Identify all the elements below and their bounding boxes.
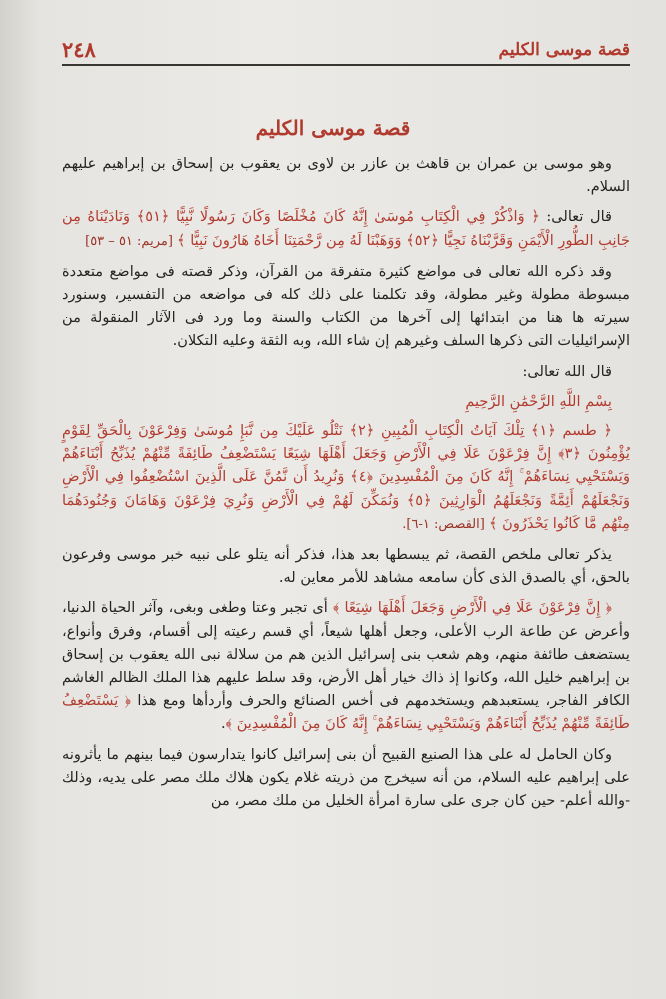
verse-reference-maryam: [مريم: ٥١ – ٥٣]: [85, 233, 178, 249]
commentary-text-2: .: [220, 715, 226, 733]
paragraph-qala: قال الله تعالى:: [522, 362, 612, 380]
paragraph-reason: وكان الحامل له على هذا الصنيع القبيح أن بنى إسرائيل كانوا يتدارسون فيما بينهم ما يأثرونه على إبراهيم عليه السلام، من أنه سيخرج من ذريته غلام يكون هلاك ملك مصر على يديه، وذلك -والله أعلم- حين كان جرى على سارة امرأة الخليل من ملك مصر، من: [62, 745, 630, 810]
quran-verse-maryam: ﴿ وَاذْكُرْ فِي الْكِتَابِ مُوسَىٰ إِنَّهُ كَانَ مُخْلَصًا وَكَانَ رَسُولًا نَّبِيًّا ﴿٥١﴾ وَنَادَيْنَاهُ مِن جَانِبِ الطُّورِ الْأَيْمَنِ وَقَرَّبْنَاهُ نَجِيًّا ﴿٥٢﴾ وَوَهَبْنَا لَهُ مِن رَّحْمَتِنَا أَخَاهُ هَارُونَ نَبِيًّا ﴾: [62, 208, 630, 249]
quran-verse-inline-2: ﴿ يَسْتَضْعِفُ طَائِفَةً مِّنْهُمْ يُذَبِّحُ أَبْنَاءَهُمْ وَيَسْتَحْيِي نِسَاءَهُمْ ۚ إِنَّهُ كَانَ مِنَ الْمُفْسِدِينَ ﴾: [62, 692, 630, 733]
quran-verse-qasas: ﴿ طسم ﴿١﴾ تِلْكَ آيَاتُ الْكِتَابِ الْمُبِينِ ﴿٢﴾ نَتْلُو عَلَيْكَ مِن نَّبَإِ مُوسَىٰ وَفِرْعَوْنَ بِالْحَقِّ لِقَوْمٍ يُؤْمِنُونَ ﴿٣﴾ إِنَّ فِرْعَوْنَ عَلَا فِي الْأَرْضِ وَجَعَلَ أَهْلَهَا شِيَعًا يَسْتَضْعِفُ طَائِفَةً مِّنْهُمْ يُذَبِّحُ أَبْنَاءَهُمْ وَيَسْتَحْيِي نِسَاءَهُمْ ۚ إِنَّهُ كَانَ مِنَ الْمُفْسِدِينَ ﴿٤﴾ وَنُرِيدُ أَن نَّمُنَّ عَلَى الَّذِينَ اسْتُضْعِفُوا فِي الْأَرْضِ وَنَجْعَلَهُمْ أَئِمَّةً وَنَجْعَلَهُمُ الْوَارِثِينَ ﴿٥﴾ وَنُمَكِّنَ لَهُمْ فِي الْأَرْضِ وَنُرِيَ فِرْعَوْنَ وَهَامَانَ وَجُنُودَهُمَا مِنْهُم مَّا كَانُوا يَحْذَرُونَ ﴾: [62, 422, 631, 532]
page-number: ٢٤٨: [62, 37, 96, 62]
verse-reference-qasas: [القصص: ١-٦].: [402, 516, 489, 532]
page-body: [62, 152, 630, 819]
paragraph-summary: يذكر تعالى ملخص القصة، ثم يبسطها بعد هذا، فذكر أنه يتلو على نبيه خبر موسى وفرعون بالحق، أي بالصدق الذى كأن سامعه مشاهد للأمر معاين له.: [62, 546, 630, 587]
page-header: [62, 30, 630, 66]
paragraph-lineage: وهو موسى بن عمران بن قاهث بن عازر بن لاوى بن يعقوب بن إسحاق بن إبراهيم عليهم السلام.: [62, 155, 630, 196]
running-title: قصة موسى الكليم: [498, 40, 630, 60]
basmala: بِسْمِ اللَّهِ الرَّحْمَٰنِ الرَّحِيمِ: [465, 392, 612, 410]
quran-verse-inline-1: ﴿ إِنَّ فِرْعَوْنَ عَلَا فِي الْأَرْضِ وَجَعَلَ أَهْلَهَا شِيَعًا ﴾: [332, 599, 612, 617]
section-title: قصة موسى الكليم: [255, 116, 411, 140]
paragraph-commentary: [62, 596, 630, 735]
paragraph-quran-maryam: [62, 205, 630, 252]
commentary-text-1: أى تجبر وعتا وطغى وبغى، وآثر الحياة الدنيا، وأعرض عن طاعة الرب الأعلى، وجعل أهلها شيعاً، أي قسم رعيته إلى أقسام، وفرق وأنواع، يستضعف طائفة منهم، وهم شعب بنى إسرائيل الذين هم من سلالة نبى الله يعقوب بن إسحاق بن إبراهيم خليل الله، وكانوا إذ ذاك خيار أهل الأرض، وقد سلط عليهم هذا الملك الظالم الغاشم الكافر الفاجر، يستعبدهم ويستخدمهم فى أخس الصنائع والحرف وأردأها ومع هذا: [62, 599, 630, 710]
quote-lead: قال تعالى:: [539, 208, 612, 226]
paragraph-intro: وقد ذكره الله تعالى فى مواضع كثيرة متفرقة من القرآن، وذكر قصته فى مواضع متعددة مبسوطة مطولة وغير مطولة، وقد تكلمنا على ذلك كله فى مواضعه من التفسير، وسنورد سيرته ها هنا من ابتدائها إلى آخرها من الكتاب والسنة وما ورد فى الآثار المنقولة من الإسرائيليات التى ذكرها السلف وغيرهم إن شاء الله، وبه الثقة وعليه التكلان.: [62, 262, 630, 350]
paragraph-quran-qasas: [62, 419, 630, 536]
